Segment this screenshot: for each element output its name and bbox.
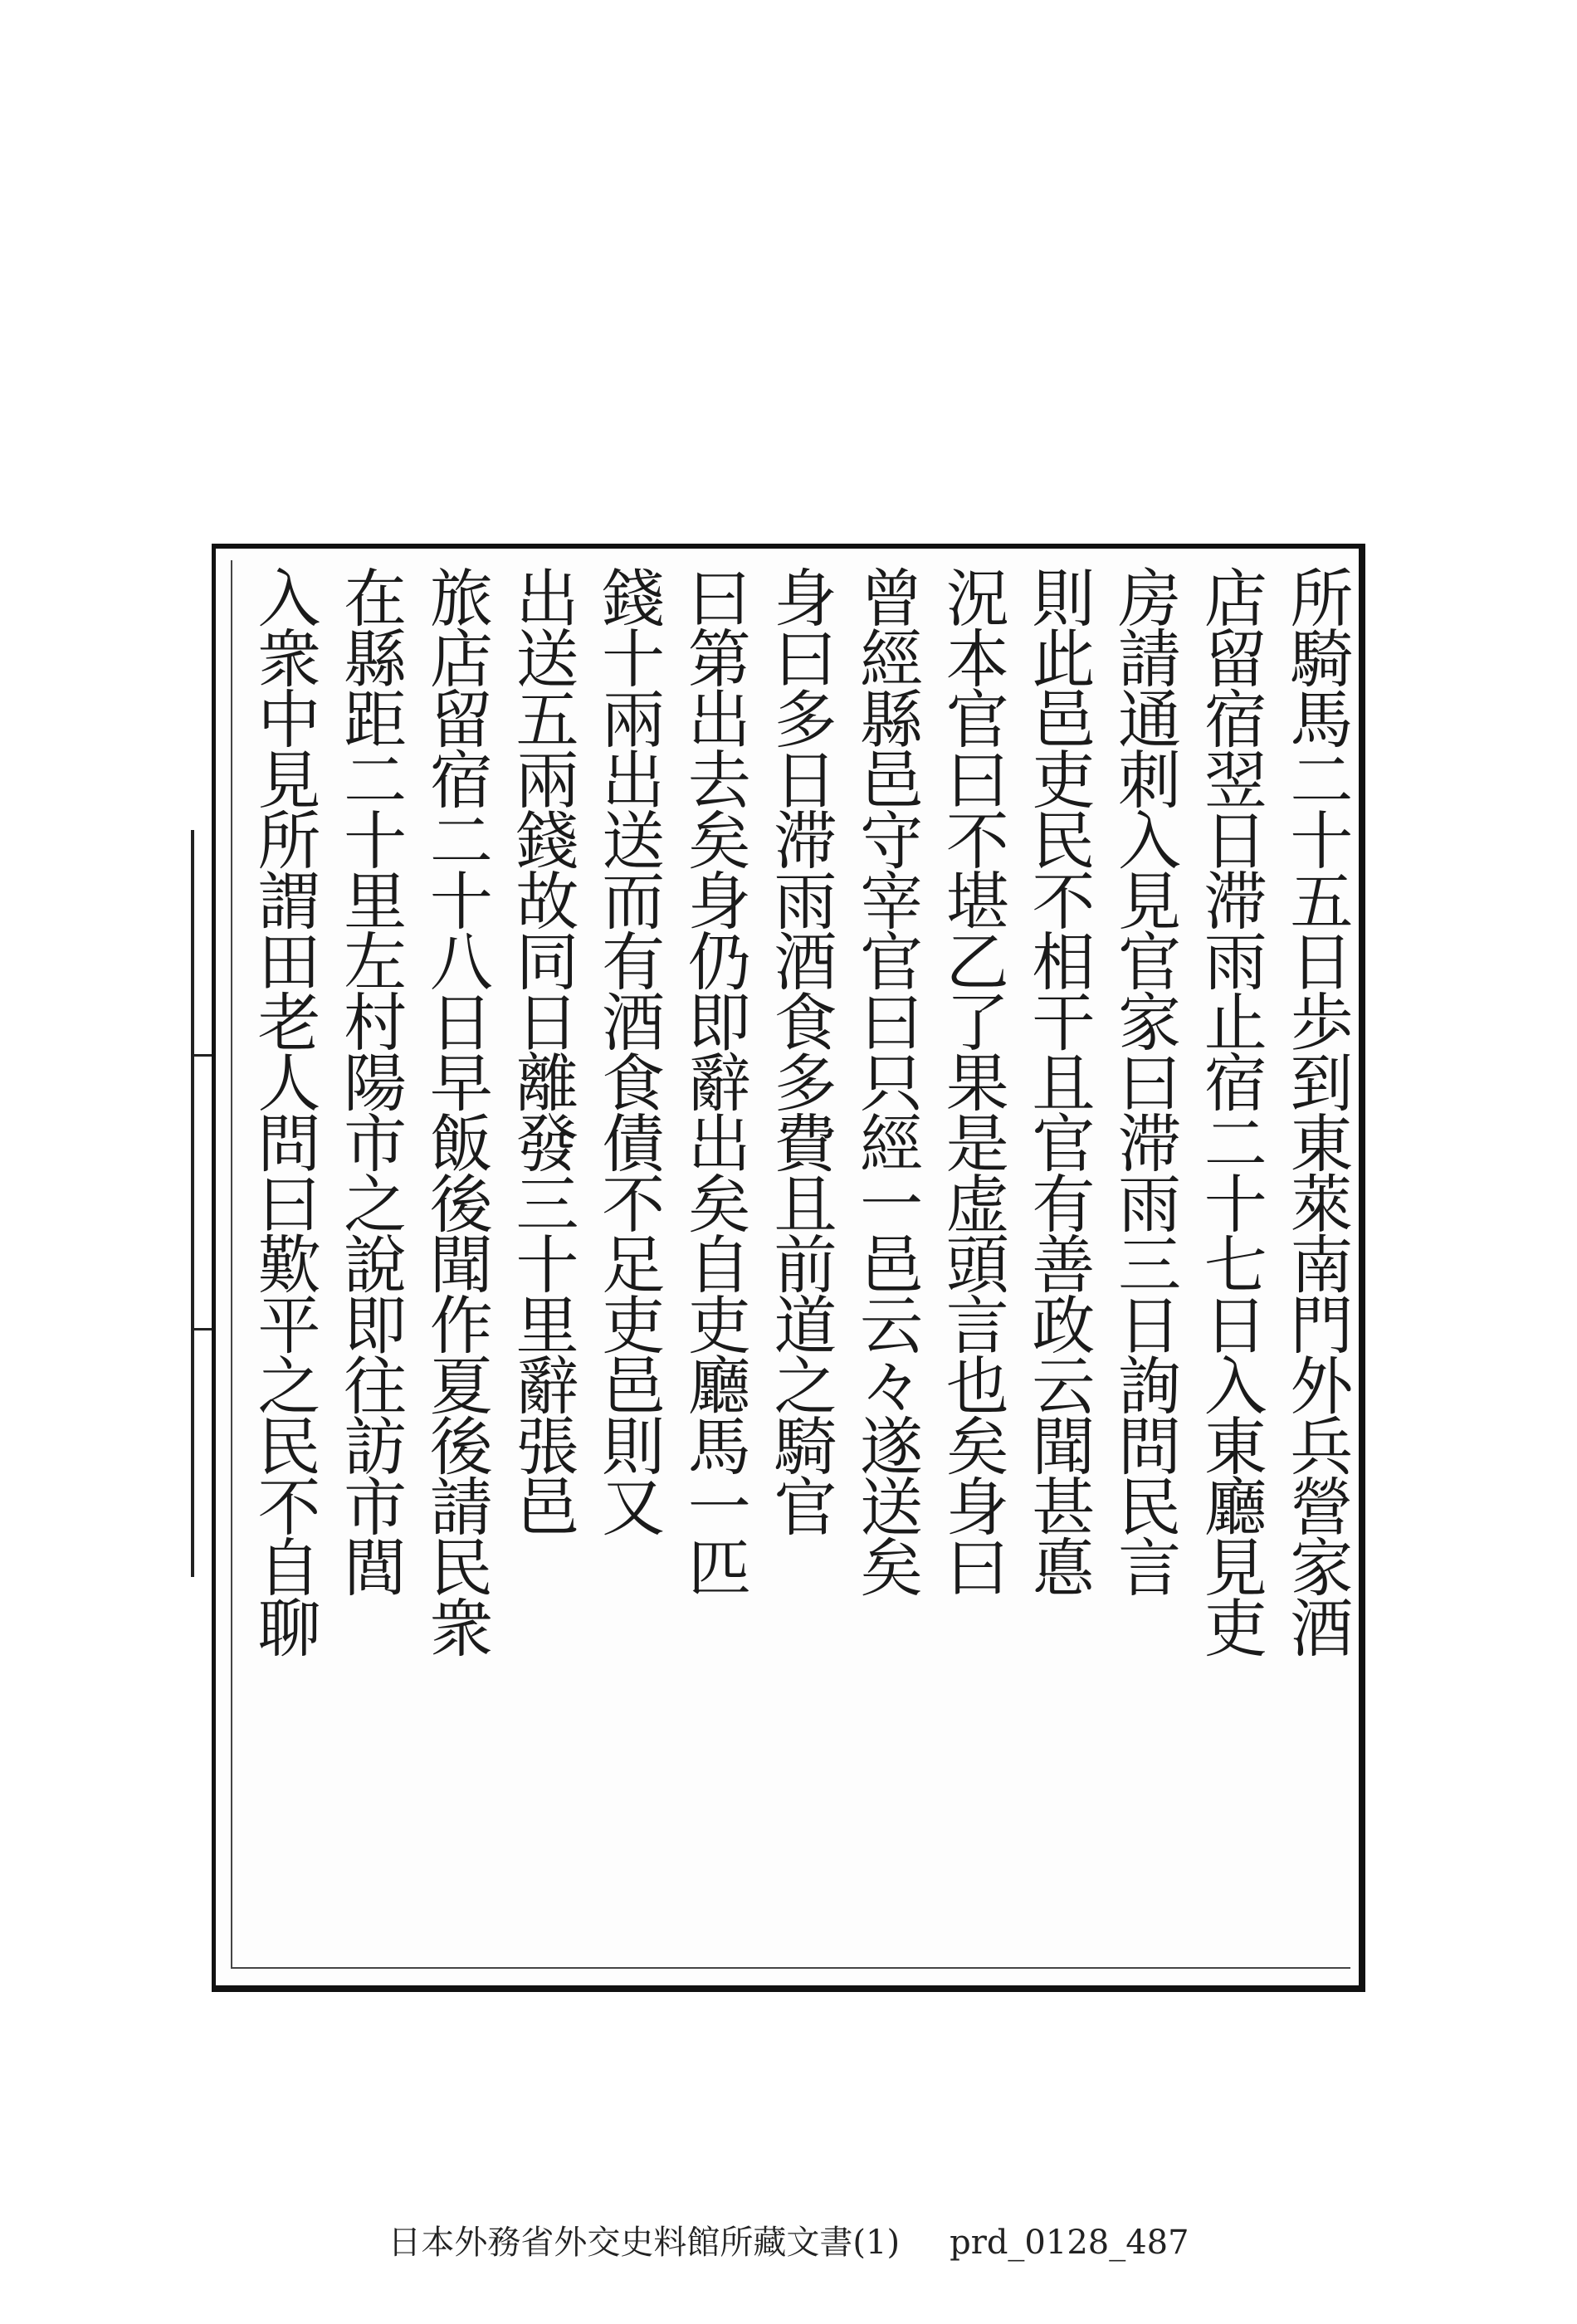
- text-column-5: 況本官曰不堪乙了果是虚頭言也矣身曰: [935, 565, 1010, 1595]
- archive-name: 日本外務省外交史料館所藏文書(1): [388, 2224, 901, 2262]
- text-column-6: 曾經縣邑守宰官曰只經一邑云々遂送矣: [849, 565, 924, 1595]
- text-column-12: 在縣距二十里左村陽市之說即往訪市閭: [333, 565, 408, 1595]
- text-column-1: 所騎馬二十五日歩到東萊南門外兵營家酒: [1279, 565, 1354, 1656]
- text-column-9: 錢十兩出送而有酒食債不足吏邑則又: [591, 565, 666, 1535]
- text-columns: [244, 565, 1356, 1968]
- text-column-3: 房請通刺入見官家曰滞雨三日詢問民言: [1107, 565, 1182, 1595]
- text-column-2: 店留宿翌日滞雨止宿二十七日入東廳見吏: [1194, 565, 1268, 1656]
- text-column-11: 旅店留宿二十八日早飯後聞作夏後請民衆: [419, 565, 494, 1656]
- text-column-4: 則此邑吏民不相干且官有善政云聞甚悳: [1021, 565, 1096, 1595]
- text-column-13: 入衆中見所謂田老人問曰歎平之民不自聊: [247, 565, 321, 1656]
- print-frame: [212, 544, 1365, 1992]
- text-column-7: 身曰多日滞雨酒食多費且前道之騎官: [763, 565, 837, 1535]
- text-column-10: 出送五兩錢故同日離發三十里辭張邑: [505, 565, 579, 1535]
- document-id: prd_0128_487: [950, 2224, 1189, 2262]
- page-caption: [0, 2216, 1577, 2263]
- margin-rule-line: [191, 830, 194, 1577]
- text-column-8: 曰第出去矣身仍即辭出矣自吏廳馬一匹: [677, 565, 752, 1595]
